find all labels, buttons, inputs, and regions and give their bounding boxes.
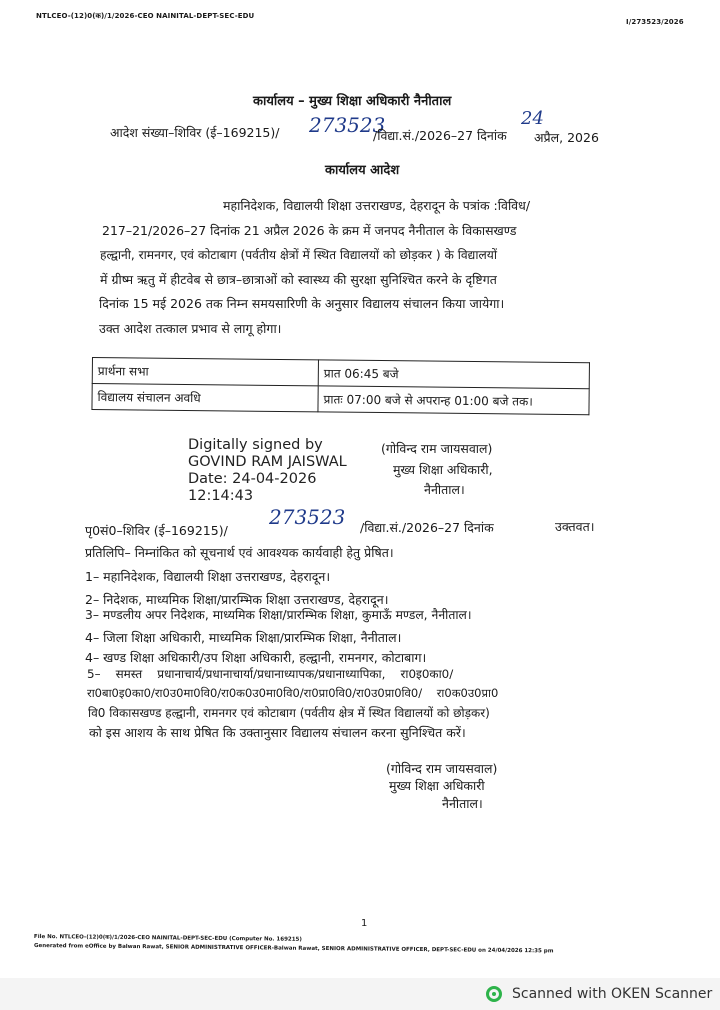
digital-signature-line: 12:14:43 (188, 488, 254, 504)
copy-intro: प्रतिलिपि– निम्नांकित को सूचनार्थ एवं आवश्यक कार्यवाही हेतु प्रेषित। (85, 545, 394, 560)
signatory-name: (गोविन्द राम जायसवाल) (381, 441, 493, 456)
digital-signature-line: GOVIND RAM JAISWAL (188, 454, 347, 470)
footer-generated-line: Generated from eOffice by Balwan Rawat, SENIOR ADMINISTRATIVE OFFICER-Balwan Rawat, SENIOR ADMINISTRATIVE OFFICER, DEPT-SEC-EDU on 24/04/2026 12:35 pm (33, 943, 554, 955)
signatory-designation: मुख्य शिक्षा अधिकारी (389, 778, 485, 793)
signatory-name: (गोविन्द राम जायसवाल) (386, 761, 498, 776)
signatory-place: नैनीताल। (424, 482, 465, 497)
list-item: 5– समस्त प्रधानाचार्य/प्रधानाचार्या/प्रधानाध्यापक/प्रधानाध्यापिका, रा0इ0का0/ (87, 667, 454, 681)
schedule-table (91, 357, 590, 415)
order-handwritten-day: 24 (521, 108, 544, 129)
copy-mid: /विद्या.सं./2026–27 दिनांक (360, 520, 494, 535)
order-prefix: आदेश संख्या–शिविर (ई–169215)/ (110, 125, 280, 140)
footer-file-line: File No. NTLCEO-(12)0(क)/1/2026-CEO NAINITAL-DEPT-SEC-EDU (Computer No. 169215) (33, 933, 302, 943)
body-line: हल्द्वानी, रामनगर, एवं कोटाबाग (पर्वतीय क्षेत्रों में स्थित विद्यालयों को छोड़कर ) के विद्यालयों (100, 248, 497, 262)
copy-handwritten-number: 273523 (269, 505, 346, 529)
signatory-designation: मुख्य शिक्षा अधिकारी, (393, 462, 493, 477)
table-row (92, 384, 589, 415)
order-heading: कार्यालय आदेश (325, 163, 400, 178)
digital-signature-line: Date: 24-04-2026 (188, 471, 317, 487)
scanner-logo-icon (486, 986, 502, 1002)
digital-signature (188, 437, 347, 505)
order-month-year: अप्रैल, 2026 (534, 130, 599, 145)
file-reference: NTLCEO-(12)0(क)/1/2026-CEO NAINITAL-DEPT-SEC-EDU (36, 12, 255, 20)
schedule-label: प्रार्थना सभा (92, 358, 318, 386)
scanner-label: Scanned with OKEN Scanner (512, 986, 713, 1002)
list-item: 1– महानिदेशक, विद्यालयी शिक्षा उत्तराखण्ड, देहरादून। (85, 569, 331, 584)
schedule-value: प्रात 06:45 बजे (318, 360, 589, 389)
digital-signature-line: Digitally signed by (188, 437, 323, 453)
list-item: रा0बा0इ0का0/रा0उ0मा0वि0/रा0क0उ0मा0वि0/रा0प्रा0वि0/रा0उ0प्रा0वि0/ रा0क0उ0प्रा0 (87, 686, 499, 700)
list-item: 3– मण्डलीय अपर निदेशक, माध्यमिक शिक्षा/प्रारम्भिक शिक्षा, कुमाऊँ मण्डल, नैनीताल। (85, 608, 472, 622)
schedule-label: विद्यालय संचालन अवधि (92, 384, 318, 412)
body-line: 217–21/2026–27 दिनांक 21 अप्रैल 2026 के क्रम में जनपद नैनीताल के विकासखण्ड (102, 223, 517, 238)
signatory-place: नैनीताल। (442, 796, 483, 811)
body-line: महानिदेशक, विद्यालयी शिक्षा उत्तराखण्ड, देहरादून के पत्रांक :विविध/ (223, 198, 531, 213)
list-item: को इस आशय के साथ प्रेषित कि उक्तानुसार विद्यालय संचालन करना सुनिश्चित करें। (89, 725, 466, 740)
body-line: में ग्रीष्म ऋतु में हीटवेब से छात्र–छात्राओं को स्वास्थ्य की सुरक्षा सुनिश्चित करने के दृष्टिगत (100, 272, 497, 287)
list-item: 4– खण्ड शिक्षा अधिकारी/उप शिक्षा अधिकारी, हल्द्वानी, रामनगर, कोटाबाग। (85, 650, 427, 665)
body-line: दिनांक 15 मई 2026 तक निम्न समयसारिणी के अनुसार विद्यालय संचालन किया जायेगा। (99, 296, 505, 311)
body-line: उक्त आदेश तत्काल प्रभाव से लागू होगा। (99, 321, 282, 336)
copy-prefix: पृ0सं0–शिविर (ई–169215)/ (85, 523, 228, 538)
document-number: I/273523/2026 (626, 18, 684, 26)
list-item: वि0 विकासखण्ड हल्द्वानी, रामनगर एवं कोटाबाग (पर्वतीय क्षेत्र में स्थित विद्यालयों को छोड़कर) (88, 706, 490, 720)
order-mid: /विद्या.सं./2026–27 दिनांक (373, 128, 507, 143)
order-handwritten-number: 273523 (309, 113, 386, 137)
list-item: 2– निदेशक, माध्यमिक शिक्षा/प्रारम्भिक शिक्षा उत्तराखण्ड, देहरादून। (85, 592, 389, 607)
schedule-value: प्रातः 07:00 बजे से अपरान्ह 01:00 बजे तक। (318, 386, 589, 415)
list-item: 4– जिला शिक्षा अधिकारी, माध्यमिक शिक्षा/प्रारम्भिक शिक्षा, नैनीताल। (85, 630, 402, 645)
copy-date-same: उक्तवत। (555, 519, 595, 534)
office-title: कार्यालय – मुख्य शिक्षा अधिकारी नैनीताल (253, 94, 452, 109)
page-number: 1 (361, 918, 368, 929)
